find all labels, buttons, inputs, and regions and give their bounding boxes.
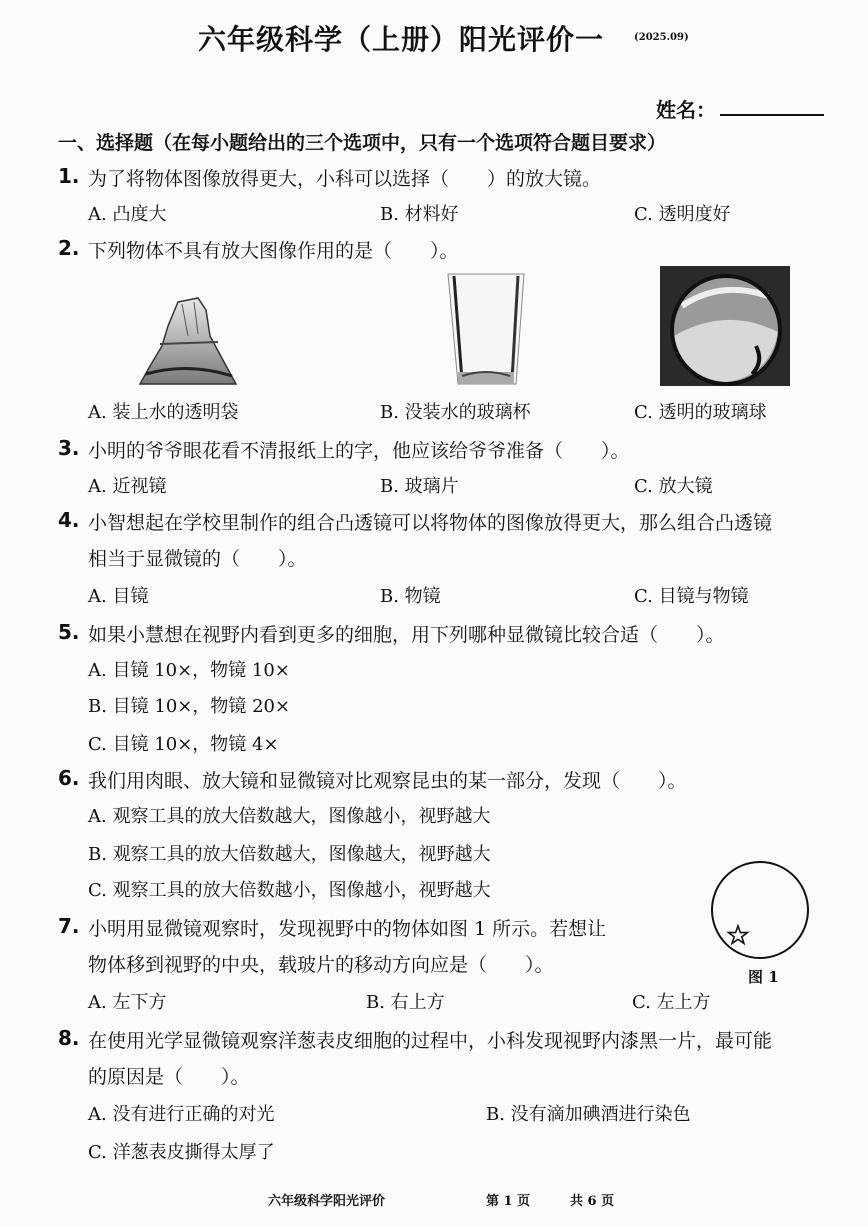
option-c[interactable]: C. 透明的玻璃球 <box>634 402 767 423</box>
name-label: 姓名： <box>656 98 716 122</box>
question-text: 我们用肉眼、放大镜和显微镜对比观察昆虫的某一部分，发现（ ）。 <box>88 770 687 792</box>
question-text: 小明用显微镜观察时，发现视野中的物体如图 1 所示。若想让 <box>88 918 607 940</box>
option-b[interactable]: B. 目镜 10×，物镜 20× <box>88 696 291 717</box>
option-a[interactable]: A. 凸度大 <box>88 204 167 225</box>
option-a[interactable]: A. 装上水的透明袋 <box>88 402 239 423</box>
question-text-continued: 物体移到视野的中央，载玻片的移动方向应是（ ）。 <box>88 954 554 976</box>
option-a[interactable]: A. 目镜 <box>88 586 149 607</box>
question-number: 4. <box>58 508 80 532</box>
page-title: 六年级科学（上册）阳光评价一 <box>198 23 605 56</box>
question-text-continued: 相当于显微镜的（ ）。 <box>88 548 307 570</box>
glass-ball-photo <box>660 266 790 386</box>
option-a[interactable]: A. 近视镜 <box>88 476 167 497</box>
option-a[interactable]: A. 观察工具的放大倍数越大，图像越小，视野越大 <box>88 806 491 827</box>
option-a[interactable]: A. 目镜 10×，物镜 10× <box>88 660 290 681</box>
question-text: 如果小慧想在视野内看到更多的细胞，用下列哪种显微镜比较合适（ ）。 <box>88 624 725 646</box>
star-icon <box>729 926 748 943</box>
option-b[interactable]: B. 没有滴加碘酒进行染色 <box>486 1104 691 1125</box>
option-c[interactable]: C. 左上方 <box>632 992 711 1013</box>
option-c[interactable]: C. 透明度好 <box>634 204 731 225</box>
question-text: 在使用光学显微镜观察洋葱表皮细胞的过程中，小科发现视野内漆黑一片，最可能 <box>88 1030 773 1052</box>
footer-page: 第 1 页 <box>486 1194 531 1209</box>
option-b[interactable]: B. 右上方 <box>366 992 445 1013</box>
water-bag-photo <box>138 296 240 388</box>
option-c[interactable]: C. 观察工具的放大倍数越小，图像越小，视野越大 <box>88 880 491 901</box>
question-text: 小智想起在学校里制作的组合凸透镜可以将物体的图像放得更大，那么组合凸透镜 <box>88 512 773 534</box>
option-b[interactable]: B. 观察工具的放大倍数越大，图像越大，视野越大 <box>88 844 491 865</box>
option-b[interactable]: B. 玻璃片 <box>380 476 459 497</box>
option-c[interactable]: C. 放大镜 <box>634 476 713 497</box>
question-number: 2. <box>58 236 80 260</box>
option-b[interactable]: B. 没装水的玻璃杯 <box>380 402 531 423</box>
option-b[interactable]: B. 物镜 <box>380 586 441 607</box>
question-number: 1. <box>58 164 80 188</box>
footer-title: 六年级科学阳光评价 <box>268 1194 386 1209</box>
microscope-field-figure <box>708 858 812 962</box>
question-text: 下列物体不具有放大图像作用的是（ ）。 <box>88 240 459 262</box>
footer-total: 共 6 页 <box>570 1194 615 1209</box>
name-field[interactable] <box>720 114 824 116</box>
question-number: 8. <box>58 1026 80 1050</box>
question-number: 6. <box>58 766 80 790</box>
question-text: 为了将物体图像放得更大，小科可以选择（ ）的放大镜。 <box>88 168 602 190</box>
question-number: 5. <box>58 620 80 644</box>
option-a[interactable]: A. 左下方 <box>88 992 167 1013</box>
exam-date: (2025.09) <box>634 32 689 43</box>
option-c[interactable]: C. 目镜 10×，物镜 4× <box>88 734 279 755</box>
option-a[interactable]: A. 没有进行正确的对光 <box>88 1104 275 1125</box>
question-number: 3. <box>58 436 80 460</box>
option-c[interactable]: C. 洋葱表皮撕得太厚了 <box>88 1142 275 1163</box>
question-number: 7. <box>58 914 80 938</box>
figure-label: 图 1 <box>748 968 779 986</box>
question-text: 小明的爷爷眼花看不清报纸上的字，他应该给爷爷准备（ ）。 <box>88 440 630 462</box>
option-b[interactable]: B. 材料好 <box>380 204 459 225</box>
question-text-continued: 的原因是（ ）。 <box>88 1066 250 1088</box>
section-heading: 一、选择题（在每小题给出的三个选项中，只有一个选项符合题目要求） <box>58 132 667 154</box>
empty-glass-photo <box>444 272 528 388</box>
option-c[interactable]: C. 目镜与物镜 <box>634 586 749 607</box>
